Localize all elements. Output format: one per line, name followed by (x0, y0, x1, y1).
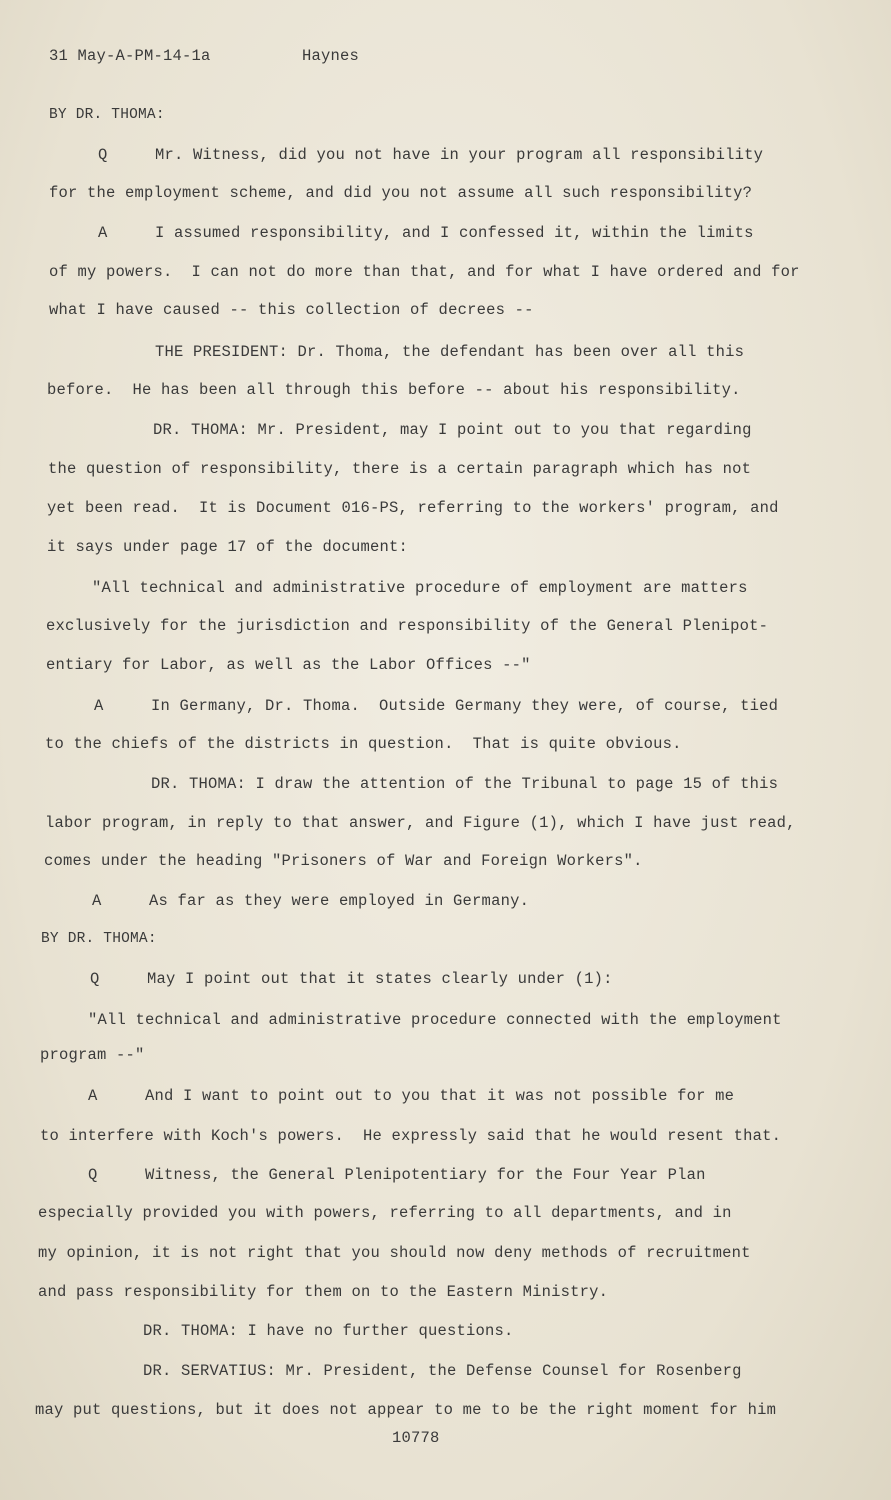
text-line: Q Mr. Witness, did you not have in your program all responsibility (98, 146, 764, 164)
text-line: exclusively for the jurisdiction and responsibility of the General Plenipot- (46, 617, 769, 635)
text-line: DR. SERVATIUS: Mr. President, the Defense Counsel for Rosenberg (143, 1362, 742, 1380)
text-line: DR. THOMA: I draw the attention of the Tribunal to page 15 of this (151, 775, 779, 793)
text-line: A And I want to point out to you that it was not possible for me (88, 1087, 735, 1105)
text-line: yet been read. It is Document 016-PS, referring to the workers' program, and (47, 499, 779, 517)
text-line: what I have caused -- this collection of decrees -- (49, 301, 534, 319)
text-line: before. He has been all through this before -- about his responsibility. (47, 381, 741, 399)
text-line: program --" (40, 1046, 145, 1064)
text-line: and pass responsibility for them on to the Eastern Ministry. (38, 1283, 609, 1301)
text-line: BY DR. THOMA: (49, 107, 165, 123)
text-line: to the chiefs of the districts in question. That is quite obvious. (45, 735, 682, 753)
text-line: BY DR. THOMA: (41, 931, 157, 947)
text-line: comes under the heading "Prisoners of War and Foreign Workers". (44, 852, 643, 870)
text-line: may put questions, but it does not appear to me to be the right moment for him (35, 1401, 777, 1419)
text-line: especially provided you with powers, referring to all departments, and in (38, 1204, 732, 1222)
text-line: it says under page 17 of the document: (47, 538, 409, 556)
text-line: Q May I point out that it states clearly under (1): (90, 970, 613, 988)
text-line: "All technical and administrative procedure connected with the employment (88, 1011, 782, 1029)
text-line: entiary for Labor, as well as the Labor Offices --" (46, 656, 531, 674)
text-line: the question of responsibility, there is a certain paragraph which has not (48, 460, 752, 478)
text-line: labor program, in reply to that answer, and Figure (1), which I have just read, (45, 814, 796, 832)
text-line: for the employment scheme, and did you not assume all such responsibility? (49, 184, 753, 202)
text-line: DR. THOMA: I have no further questions. (143, 1322, 514, 1340)
text-line: of my powers. I can not do more than that, and for what I have ordered and for (49, 263, 800, 281)
text-line: A In Germany, Dr. Thoma. Outside Germany they were, of course, tied (94, 697, 779, 715)
page-number: 10778 (392, 1429, 440, 1447)
header-reporter: Haynes (302, 47, 360, 65)
text-line: to interfere with Koch's powers. He expressly said that he would resent that. (40, 1127, 782, 1145)
text-line: THE PRESIDENT: Dr. Thoma, the defendant has been over all this (155, 343, 745, 361)
text-line: DR. THOMA: Mr. President, may I point out to you that regarding (153, 421, 752, 439)
text-line: A I assumed responsibility, and I confessed it, within the limits (98, 224, 754, 242)
text-line: Q Witness, the General Plenipotentiary for the Four Year Plan (88, 1166, 706, 1184)
header-reference: 31 May-A-PM-14-1a (49, 47, 211, 65)
text-line: my opinion, it is not right that you should now deny methods of recruitment (38, 1244, 751, 1262)
text-line: A As far as they were employed in Germany. (92, 892, 530, 910)
text-line: "All technical and administrative procedure of employment are matters (92, 579, 748, 597)
